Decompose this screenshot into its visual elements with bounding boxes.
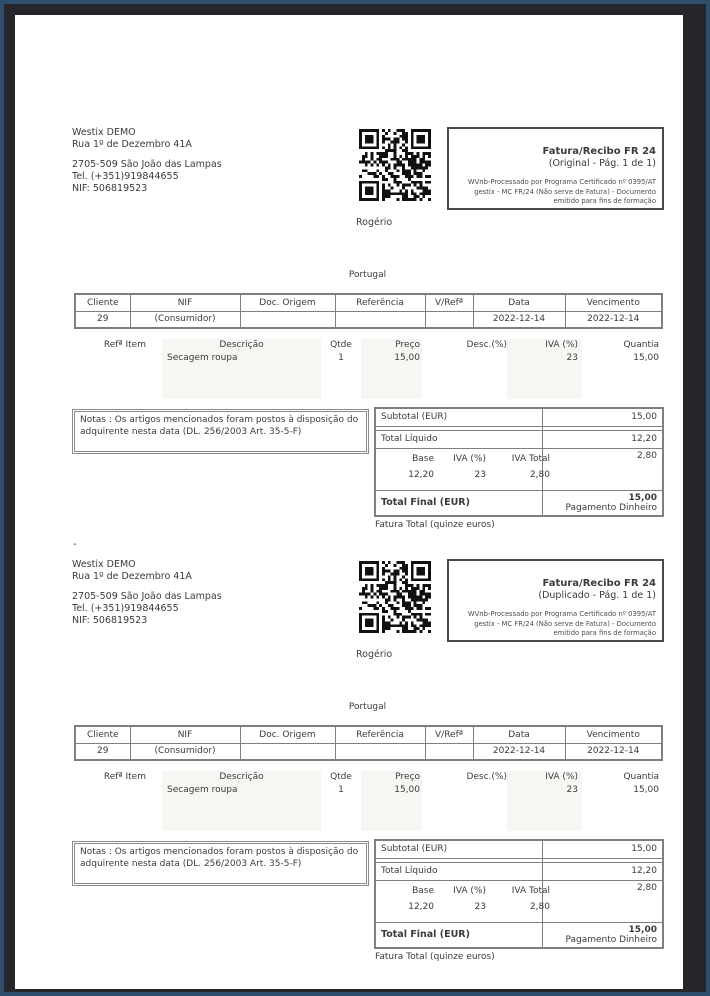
- total-final-label: Total Final (EUR): [375, 922, 542, 948]
- liquido-value: 12,20: [542, 430, 663, 448]
- tax-value-base: 12,20: [408, 469, 434, 480]
- client-value-doc-origem: [240, 311, 335, 328]
- client-value-vref: [425, 743, 473, 760]
- client-header-referencia: Referência: [335, 294, 425, 311]
- total-final-value: 15,00: [628, 492, 657, 503]
- totals-table: [374, 839, 664, 949]
- items-section: [72, 771, 659, 831]
- items-header-desc-pct: Desc.(%): [466, 340, 507, 350]
- subtotal-label: Subtotal (EUR): [375, 408, 542, 426]
- client-value-nif: (Consumidor): [130, 743, 240, 760]
- client-value-referencia: [335, 743, 425, 760]
- company-phone: Tel. (+351)919844655: [72, 603, 179, 614]
- qr-code: [359, 129, 431, 201]
- item-descricao: Secagem roupa: [167, 353, 238, 363]
- subtotal-value: 15,00: [542, 840, 663, 858]
- total-final-row: [375, 922, 663, 948]
- total-final-label: Total Final (EUR): [375, 490, 542, 516]
- client-header-nif: NIF: [130, 294, 240, 311]
- tax-total-value: 2,80: [542, 448, 663, 490]
- item-quantia: 15,00: [633, 353, 659, 363]
- client-header-data: Data: [473, 294, 565, 311]
- item-desc-pct: [422, 352, 507, 365]
- client-header-vencimento: Vencimento: [565, 294, 662, 311]
- items-header-preco: Preço: [395, 772, 420, 782]
- tax-header-iva-total: IVA Total: [511, 453, 550, 464]
- client-header-vencimento: Vencimento: [565, 726, 662, 743]
- items-header-ref: Refª Item: [103, 340, 146, 350]
- liquido-label: Total Líquido: [375, 862, 542, 880]
- client-header-doc-origem: Doc. Origem: [240, 294, 335, 311]
- tax-header-base: Base: [412, 885, 434, 896]
- copy-separator: -: [73, 539, 77, 550]
- tax-header-base: Base: [412, 453, 434, 464]
- liquido-label: Total Líquido: [375, 430, 542, 448]
- document-copy-label: (Original - Pág. 1 de 1): [548, 158, 656, 169]
- subtotal-row: [375, 840, 663, 858]
- subtotal-row: [375, 408, 663, 426]
- item-iva: 23: [566, 785, 578, 795]
- items-header-qtde: Qtde: [330, 340, 352, 350]
- items-header-ref: Refª Item: [103, 772, 146, 782]
- tax-breakdown-grid: [381, 453, 550, 480]
- notes-text: Notas : Os artigos mencionados foram postos à disposição do adquirente nesta data (DL. 256/2003 Art. 35-5-F): [74, 843, 367, 884]
- payment-method: Pagamento Dinheiro: [565, 502, 657, 513]
- client-header-referencia: Referência: [335, 726, 425, 743]
- liquido-row: [375, 862, 663, 880]
- item-qtde: 1: [338, 785, 344, 795]
- company-street: Rua 1º de Dezembro 41A: [72, 139, 192, 150]
- items-header-quantia: Quantia: [623, 772, 659, 782]
- item-ref: [72, 352, 146, 365]
- client-value-nif: (Consumidor): [130, 311, 240, 328]
- client-table-header-row: [75, 294, 662, 311]
- subtotal-value: 15,00: [542, 408, 663, 426]
- certification-text: WVnb-Processado por Programa Certificado nº 0395/AT gestix - MC FR/24 (Não serve de Fatura) - Documento emitido para fins de formação: [467, 610, 656, 638]
- invoice-copy-original: [15, 127, 683, 557]
- company-nif: NIF: 506819523: [72, 615, 148, 626]
- items-header-desc-pct: Desc.(%): [466, 772, 507, 782]
- client-header-doc-origem: Doc. Origem: [240, 726, 335, 743]
- company-street: Rua 1º de Dezembro 41A: [72, 571, 192, 582]
- client-table-value-row: [75, 311, 662, 328]
- items-header-quantia: Quantia: [623, 340, 659, 350]
- client-value-doc-origem: [240, 743, 335, 760]
- client-header-cliente: Cliente: [75, 294, 130, 311]
- client-table: [74, 293, 663, 329]
- qr-code: [359, 561, 431, 633]
- items-section: [72, 339, 659, 399]
- tax-value-iva-total: 2,80: [529, 901, 550, 912]
- items-header-descricao: Descrição: [219, 340, 264, 350]
- item-preco: 15,00: [394, 353, 420, 363]
- item-qtde: 1: [338, 353, 344, 363]
- document-title: Fatura/Recibo FR 24: [542, 578, 656, 589]
- client-value-referencia: [335, 311, 425, 328]
- total-in-words: Fatura Total (quinze euros): [375, 952, 495, 962]
- window-frame: [4, 4, 706, 992]
- company-block: [72, 127, 222, 195]
- tax-breakdown-grid: [381, 885, 550, 912]
- tax-header-iva: IVA (%): [453, 453, 486, 464]
- notes-text: Notas : Os artigos mencionados foram postos à disposição do adquirente nesta data (DL. 256/2003 Art. 35-5-F): [74, 411, 367, 452]
- items-header-descricao: Descrição: [219, 772, 264, 782]
- item-quantia: 15,00: [633, 785, 659, 795]
- item-desc-pct: [422, 784, 507, 797]
- liquido-row: [375, 430, 663, 448]
- company-city: 2705-509 São João das Lampas: [72, 159, 222, 170]
- invoice-copy-duplicate: [15, 559, 683, 989]
- client-table-header-row: [75, 726, 662, 743]
- company-nif: NIF: 506819523: [72, 183, 148, 194]
- tax-breakdown-row: [375, 448, 663, 490]
- client-header-data: Data: [473, 726, 565, 743]
- operator-name: Rogério: [356, 217, 393, 228]
- tax-breakdown-row: [375, 880, 663, 922]
- company-block: [72, 559, 222, 627]
- items-header-qtde: Qtde: [330, 772, 352, 782]
- client-header-nif: NIF: [130, 726, 240, 743]
- country-label: Portugal: [348, 702, 387, 712]
- client-value-cliente: 29: [75, 743, 130, 760]
- tax-total-value: 2,80: [542, 880, 663, 922]
- document-info-box: [447, 559, 664, 642]
- subtotal-label: Subtotal (EUR): [375, 840, 542, 858]
- total-final-row: [375, 490, 663, 516]
- tax-value-iva-total: 2,80: [529, 469, 550, 480]
- document-page: [15, 15, 683, 989]
- client-value-cliente: 29: [75, 311, 130, 328]
- items-header-iva: IVA (%): [545, 772, 578, 782]
- items-header-preco: Preço: [395, 340, 420, 350]
- item-preco: 15,00: [394, 785, 420, 795]
- totals-table: [374, 407, 664, 517]
- client-value-vref: [425, 311, 473, 328]
- company-phone: Tel. (+351)919844655: [72, 171, 179, 182]
- document-title: Fatura/Recibo FR 24: [542, 146, 656, 157]
- item-descricao: Secagem roupa: [167, 785, 238, 795]
- company-city: 2705-509 São João das Lampas: [72, 591, 222, 602]
- certification-text: WVnb-Processado por Programa Certificado nº 0395/AT gestix - MC FR/24 (Não serve de Fatura) - Documento emitido para fins de formação: [467, 178, 656, 206]
- tax-value-iva: 23: [474, 469, 486, 480]
- client-table-value-row: [75, 743, 662, 760]
- client-table: [74, 725, 663, 761]
- total-final-value: 15,00: [628, 924, 657, 935]
- operator-name: Rogério: [356, 649, 393, 660]
- country-label: Portugal: [348, 270, 387, 280]
- document-info-box: [447, 127, 664, 210]
- client-header-cliente: Cliente: [75, 726, 130, 743]
- item-iva: 23: [566, 353, 578, 363]
- tax-value-iva: 23: [474, 901, 486, 912]
- company-name: Westix DEMO: [72, 127, 136, 138]
- notes-box: [72, 409, 369, 454]
- total-in-words: Fatura Total (quinze euros): [375, 520, 495, 530]
- client-value-vencimento: 2022-12-14: [565, 311, 662, 328]
- client-header-vref: V/Refª: [425, 294, 473, 311]
- tax-header-iva: IVA (%): [453, 885, 486, 896]
- liquido-value: 12,20: [542, 862, 663, 880]
- document-copy-label: (Duplicado - Pág. 1 de 1): [538, 590, 656, 601]
- tax-value-base: 12,20: [408, 901, 434, 912]
- client-value-vencimento: 2022-12-14: [565, 743, 662, 760]
- notes-box: [72, 841, 369, 886]
- client-header-vref: V/Refª: [425, 726, 473, 743]
- item-ref: [72, 784, 146, 797]
- items-header-iva: IVA (%): [545, 340, 578, 350]
- client-value-data: 2022-12-14: [473, 743, 565, 760]
- tax-header-iva-total: IVA Total: [511, 885, 550, 896]
- client-value-data: 2022-12-14: [473, 311, 565, 328]
- company-name: Westix DEMO: [72, 559, 136, 570]
- payment-method: Pagamento Dinheiro: [565, 934, 657, 945]
